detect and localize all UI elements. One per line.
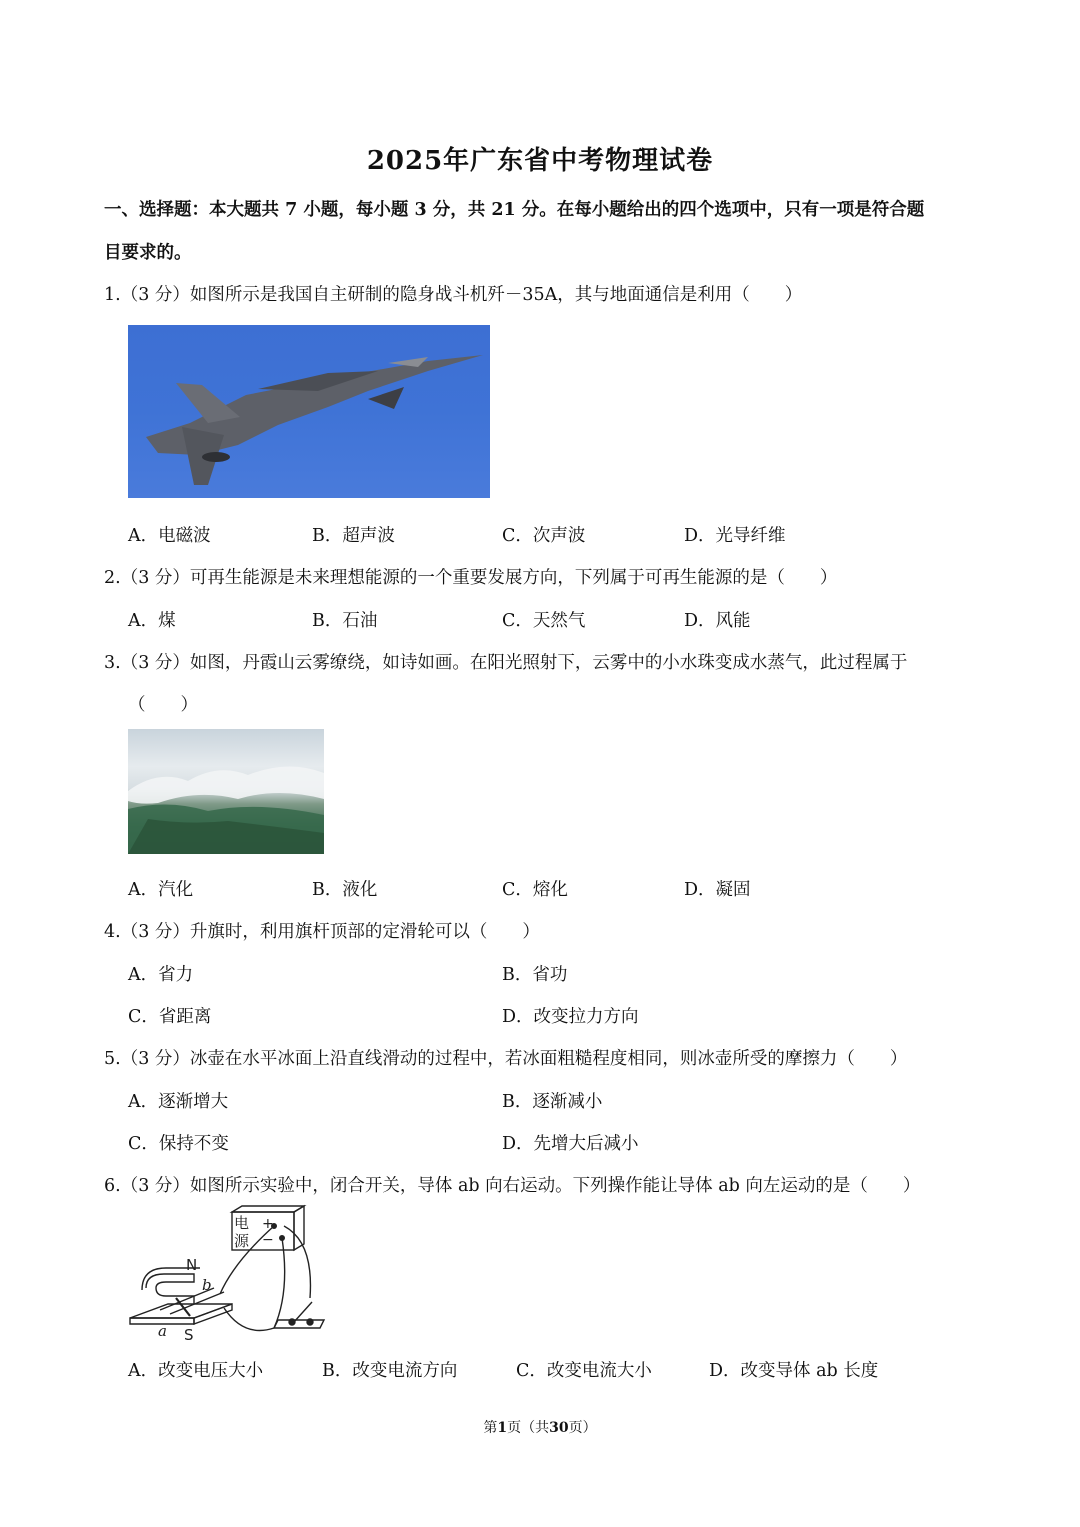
q6-option-a: A．改变电压大小 (128, 1361, 264, 1381)
conductor-a-label: a (158, 1322, 167, 1340)
magnet-south-label: S (184, 1326, 194, 1344)
q5-option-b: B．逐渐减小 (502, 1092, 603, 1112)
q2-option-c: C．天然气 (502, 611, 586, 631)
section-heading-line1: 一、选择题：本大题共 7 小题，每小题 3 分，共 21 分。在每小题给出的四个选项中，只有一项是符合题 (104, 200, 925, 220)
q5-option-c: C．保持不变 (128, 1134, 229, 1154)
footer-total-pages: 30 (549, 1420, 569, 1436)
question-3-stem-cont: （ ） (128, 695, 198, 715)
q2-option-b: B．石油 (312, 611, 378, 631)
page-title: 2025年广东省中考物理试卷 (366, 146, 714, 176)
fighter-jet-image (128, 325, 490, 498)
power-plus: + (262, 1216, 274, 1232)
magnet-north-label: N (186, 1256, 198, 1274)
footer-suffix: 页） (568, 1420, 597, 1436)
motor-circuit-diagram (124, 1202, 328, 1344)
power-label-2: 源 (234, 1232, 250, 1250)
q4-option-b: B．省功 (502, 965, 568, 985)
q6-option-d: D．改变导体 ab 长度 (709, 1361, 879, 1381)
q4-option-d: D．改变拉力方向 (502, 1007, 639, 1027)
danxia-mountain-image (128, 729, 324, 854)
mountain-cloud-icon (128, 729, 324, 854)
question-1-stem: 1.（3 分）如图所示是我国自主研制的隐身战斗机歼－35A，其与地面通信是利用（ ） (104, 285, 803, 305)
footer-prefix: 第 (483, 1420, 498, 1436)
q3-option-d: D．凝固 (684, 880, 751, 900)
q4-option-a: A．省力 (128, 965, 194, 985)
q2-option-a: A．煤 (128, 611, 176, 631)
question-4-stem: 4.（3 分）升旗时，利用旗杆顶部的定滑轮可以（ ） (104, 922, 540, 942)
q2-option-d: D．风能 (684, 611, 751, 631)
q6-option-c: C．改变电流大小 (516, 1361, 652, 1381)
page-footer (0, 1417, 1080, 1437)
footer-middle: 页（共 (507, 1420, 550, 1436)
q4-option-c: C．省距离 (128, 1007, 212, 1027)
section-heading-line2: 目要求的。 (104, 243, 192, 263)
q6-option-b: B．改变电流方向 (322, 1361, 458, 1381)
question-2-stem: 2.（3 分）可再生能源是未来理想能源的一个重要发展方向，下列属于可再生能源的是（ ） (104, 568, 838, 588)
q1-option-a: A．电磁波 (128, 526, 211, 546)
q3-option-b: B．液化 (312, 880, 378, 900)
q3-option-a: A．汽化 (128, 880, 194, 900)
power-label-1: 电 (234, 1214, 250, 1232)
q1-option-c: C．次声波 (502, 526, 586, 546)
question-5-stem: 5.（3 分）冰壶在水平冰面上沿直线滑动的过程中，若冰面粗糙程度相同，则冰壶所受的摩擦力（ ） (104, 1049, 908, 1069)
q1-option-b: B．超声波 (312, 526, 395, 546)
q5-option-d: D．先增大后减小 (502, 1134, 639, 1154)
q3-option-c: C．熔化 (502, 880, 568, 900)
footer-page-number: 1 (497, 1420, 508, 1436)
question-3-stem: 3.（3 分）如图，丹霞山云雾缭绕，如诗如画。在阳光照射下，云雾中的小水珠变成水蒸气，此过程属于 (104, 653, 908, 673)
question-6-stem: 6.（3 分）如图所示实验中，闭合开关，导体 ab 向右运动。下列操作能让导体 ab 向左运动的是（ ） (104, 1176, 921, 1196)
conductor-b-label: b (202, 1276, 212, 1294)
q5-option-a: A．逐渐增大 (128, 1092, 229, 1112)
q1-option-d: D．光导纤维 (684, 526, 786, 546)
power-minus: − (262, 1232, 274, 1248)
fighter-jet-icon (128, 325, 490, 498)
circuit-diagram-icon (124, 1202, 328, 1344)
